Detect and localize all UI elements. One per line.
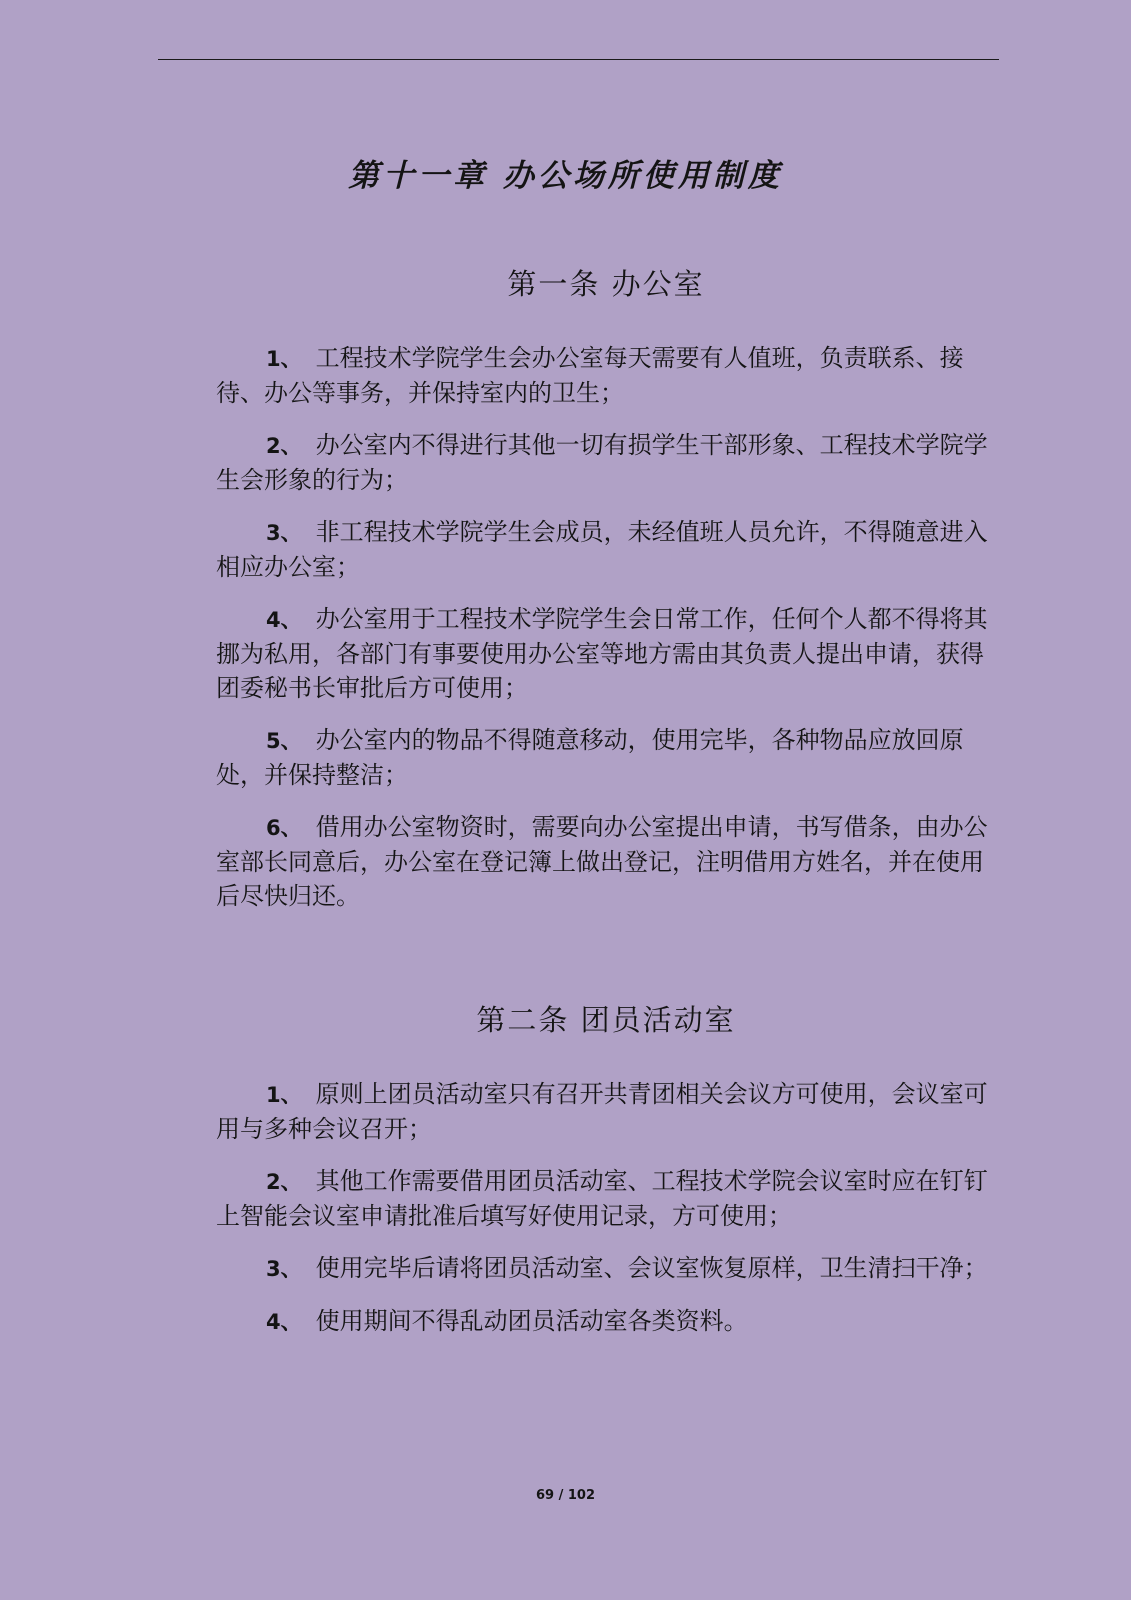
list-item: [216, 1164, 996, 1233]
list-item: [216, 428, 996, 497]
item-text: 使用完毕后请将团员活动室、会议室恢复原样，卫生清扫干净；: [315, 1254, 988, 1282]
list-item: [216, 1304, 996, 1339]
item-number: 2: [266, 1170, 281, 1194]
item-number: 3: [266, 1257, 281, 1281]
item-separator: 、: [280, 1170, 302, 1194]
item-separator: 、: [280, 521, 302, 545]
list-item: [216, 515, 996, 584]
item-number: 6: [266, 816, 281, 840]
list-item: [216, 602, 996, 705]
article-title: 第一条 办公室: [507, 267, 705, 301]
list-item: [216, 341, 996, 410]
article-items: [216, 341, 996, 913]
item-text: 办公室内的物品不得随意移动，使用完毕，各种物品应放回原处，并保持整洁；: [216, 726, 964, 789]
article-office: [216, 262, 996, 913]
item-number: 3: [266, 521, 281, 545]
item-number: 1: [266, 347, 281, 371]
item-separator: 、: [280, 1083, 302, 1107]
item-separator: 、: [280, 434, 302, 458]
chapter-title: 第十一章 办公场所使用制度: [348, 158, 783, 194]
item-text: 借用办公室物资时，需要向办公室提出申请，书写借条，由办公室部长同意后，办公室在登记簿上做出登记，注明借用方姓名，并在使用后尽快归还。: [216, 813, 988, 910]
list-item: [216, 723, 996, 792]
item-number: 2: [266, 434, 281, 458]
item-text: 非工程技术学院学生会成员，未经值班人员允许，不得随意进入相应办公室；: [216, 518, 988, 581]
item-separator: 、: [280, 347, 302, 371]
item-text: 使用期间不得乱动团员活动室各类资料。: [315, 1307, 748, 1335]
article-items: [216, 1077, 996, 1339]
item-separator: 、: [280, 816, 302, 840]
item-text: 办公室用于工程技术学院学生会日常工作，任何个人都不得将其挪为私用，各部门有事要使用办公室等地方需由其负责人提出申请，获得团委秘书长审批后方可使用；: [216, 605, 988, 702]
item-text: 其他工作需要借用团员活动室、工程技术学院会议室时应在钉钉上智能会议室申请批准后填写好使用记录，方可使用；: [216, 1167, 988, 1230]
item-text: 办公室内不得进行其他一切有损学生干部形象、工程技术学院学生会形象的行为；: [216, 431, 988, 494]
item-number: 5: [266, 729, 281, 753]
list-item: [216, 1077, 996, 1146]
item-number: 1: [266, 1083, 281, 1107]
item-separator: 、: [280, 1257, 302, 1281]
item-text: 工程技术学院学生会办公室每天需要有人值班，负责联系、接待、办公等事务，并保持室内的卫生；: [216, 344, 964, 407]
item-separator: 、: [280, 1310, 302, 1334]
article-league-activity-room: [216, 998, 996, 1339]
item-separator: 、: [280, 608, 302, 632]
item-number: 4: [266, 1310, 281, 1334]
item-number: 4: [266, 608, 281, 632]
list-item: [216, 1251, 996, 1286]
header-rule: [158, 59, 999, 60]
list-item: [216, 810, 996, 913]
article-title: 第二条 团员活动室: [476, 1003, 736, 1037]
item-text: 原则上团员活动室只有召开共青团相关会议方可使用，会议室可用与多种会议召开；: [216, 1080, 988, 1143]
page-number: 69 / 102: [535, 1488, 596, 1503]
item-separator: 、: [280, 729, 302, 753]
